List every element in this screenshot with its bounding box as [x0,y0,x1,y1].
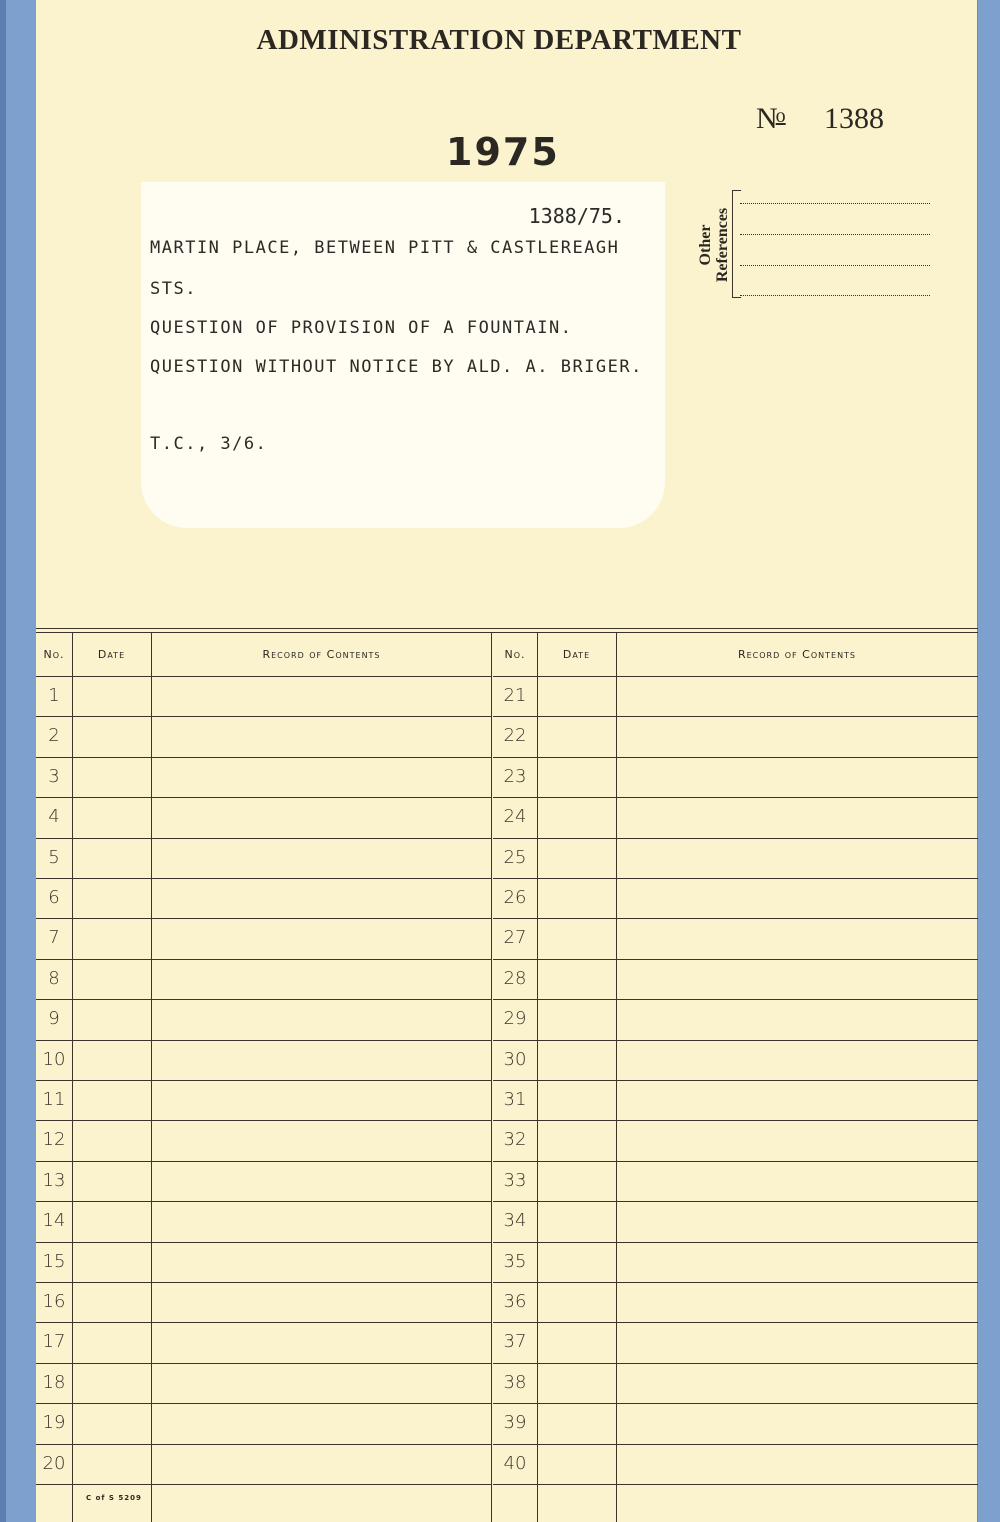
column-rule [151,632,152,1522]
row-number: 19 [42,1412,66,1434]
row-rule [493,1201,978,1202]
binding-spine-right [977,0,1000,1522]
row-number: 35 [503,1250,527,1272]
row-rule [36,1040,492,1041]
row-number: 37 [503,1331,527,1353]
row-rule [493,1040,978,1041]
reference-line-3[interactable] [740,265,930,266]
row-number: 28 [503,967,527,989]
row-rule [36,1080,492,1081]
row-rule [36,1282,492,1283]
file-reference: 1388/75. [528,204,625,228]
file-number-value: 1388 [824,102,884,135]
row-rule [493,1403,978,1404]
row-rule [493,797,978,798]
row-rule [493,878,978,879]
reference-line-2[interactable] [740,234,930,235]
row-number: 3 [48,765,60,787]
row-number: 23 [503,765,527,787]
row-number: 27 [503,927,527,949]
row-rule [36,797,492,798]
row-rule [493,1322,978,1323]
row-rule [36,1363,492,1364]
row-rule [493,918,978,919]
row-rule [36,716,492,717]
row-rule [36,1484,492,1485]
row-number: 22 [503,725,527,747]
row-number: 5 [48,846,60,868]
file-year: 1975 [446,130,560,174]
row-number: 24 [503,806,527,828]
row-number: 12 [42,1129,66,1151]
row-rule [36,1242,492,1243]
row-number: 10 [42,1048,66,1070]
subject-line-1: MARTIN PLACE, BETWEEN PITT & CASTLEREAGH [150,238,620,258]
subject-line-4: QUESTION WITHOUT NOTICE BY ALD. A. BRIGER. [150,357,643,377]
row-number: 30 [503,1048,527,1070]
row-rule [36,1403,492,1404]
other-references-label: Other References [697,207,731,283]
reference-line-4[interactable] [740,295,930,296]
contents-table [36,628,978,1522]
row-rule [493,757,978,758]
header-no: No. [43,647,65,661]
row-number: 6 [48,887,60,908]
contents-table-right [493,632,978,1522]
file-number-label: $N^o$ [756,102,786,135]
row-number: 13 [42,1169,66,1191]
header-date: Date [97,647,126,661]
row-rule [36,1322,492,1323]
row-number: 39 [503,1412,527,1434]
row-rule [493,1484,978,1485]
form-code: C of S 5209 [86,1494,142,1502]
row-number: 20 [42,1452,66,1474]
column-rule [616,632,617,1522]
row-number: 32 [503,1129,527,1151]
row-rule [493,1161,978,1162]
header-rule [493,676,978,677]
header-rule [36,676,492,677]
row-number: 11 [42,1089,66,1110]
row-rule [36,999,492,1000]
row-number: 2 [48,725,60,747]
row-rule [36,1201,492,1202]
row-number: 29 [503,1008,527,1030]
row-rule [493,1120,978,1121]
row-rule [36,1120,492,1121]
column-rule [537,632,538,1522]
row-number: 7 [48,927,60,949]
row-rule [36,918,492,919]
row-number: 8 [48,967,60,989]
subject-label-card [141,182,665,528]
row-rule [493,1080,978,1081]
row-rule [36,838,492,839]
row-number: 18 [42,1371,66,1393]
references-bracket [732,190,741,298]
row-rule [36,1444,492,1445]
row-number: 14 [42,1210,66,1232]
row-number: 15 [42,1250,66,1272]
row-number: 40 [503,1452,527,1474]
row-rule [493,959,978,960]
row-rule [493,1242,978,1243]
row-number: 33 [503,1169,527,1191]
row-rule [36,959,492,960]
table-top-rule [36,628,978,629]
department-title: ADMINISTRATION DEPARTMENT [256,24,742,56]
row-rule [493,838,978,839]
row-number: 31 [503,1089,527,1110]
row-rule [493,1363,978,1364]
row-number: 25 [503,846,527,868]
row-rule [36,757,492,758]
binding-spine-left [0,0,37,1522]
header-date: Date [562,647,591,661]
row-number: 21 [503,685,527,706]
subject-line-3: QUESTION OF PROVISION OF A FOUNTAIN. [150,318,573,338]
row-number: 36 [503,1291,527,1312]
row-rule [36,878,492,879]
row-number: 26 [503,887,527,908]
header-no: No. [504,647,526,661]
row-rule [493,1282,978,1283]
header-record: Record of Contents [737,647,857,661]
row-rule [493,1444,978,1445]
row-number: 4 [48,806,60,828]
row-rule [493,716,978,717]
row-number: 1 [48,685,60,706]
row-rule [493,999,978,1000]
row-number: 17 [42,1331,66,1353]
column-rule [72,632,73,1522]
subject-line-2: STS. [150,279,197,299]
other-references-box [692,188,942,303]
reference-line-1[interactable] [740,203,930,204]
header-record: Record of Contents [262,647,381,661]
row-number: 34 [503,1210,527,1232]
row-rule [36,1161,492,1162]
subject-line-5: T.C., 3/6. [150,434,268,454]
row-number: 38 [503,1371,527,1393]
row-number: 9 [48,1008,60,1030]
row-number: 16 [42,1291,66,1312]
contents-table-left [36,632,492,1522]
